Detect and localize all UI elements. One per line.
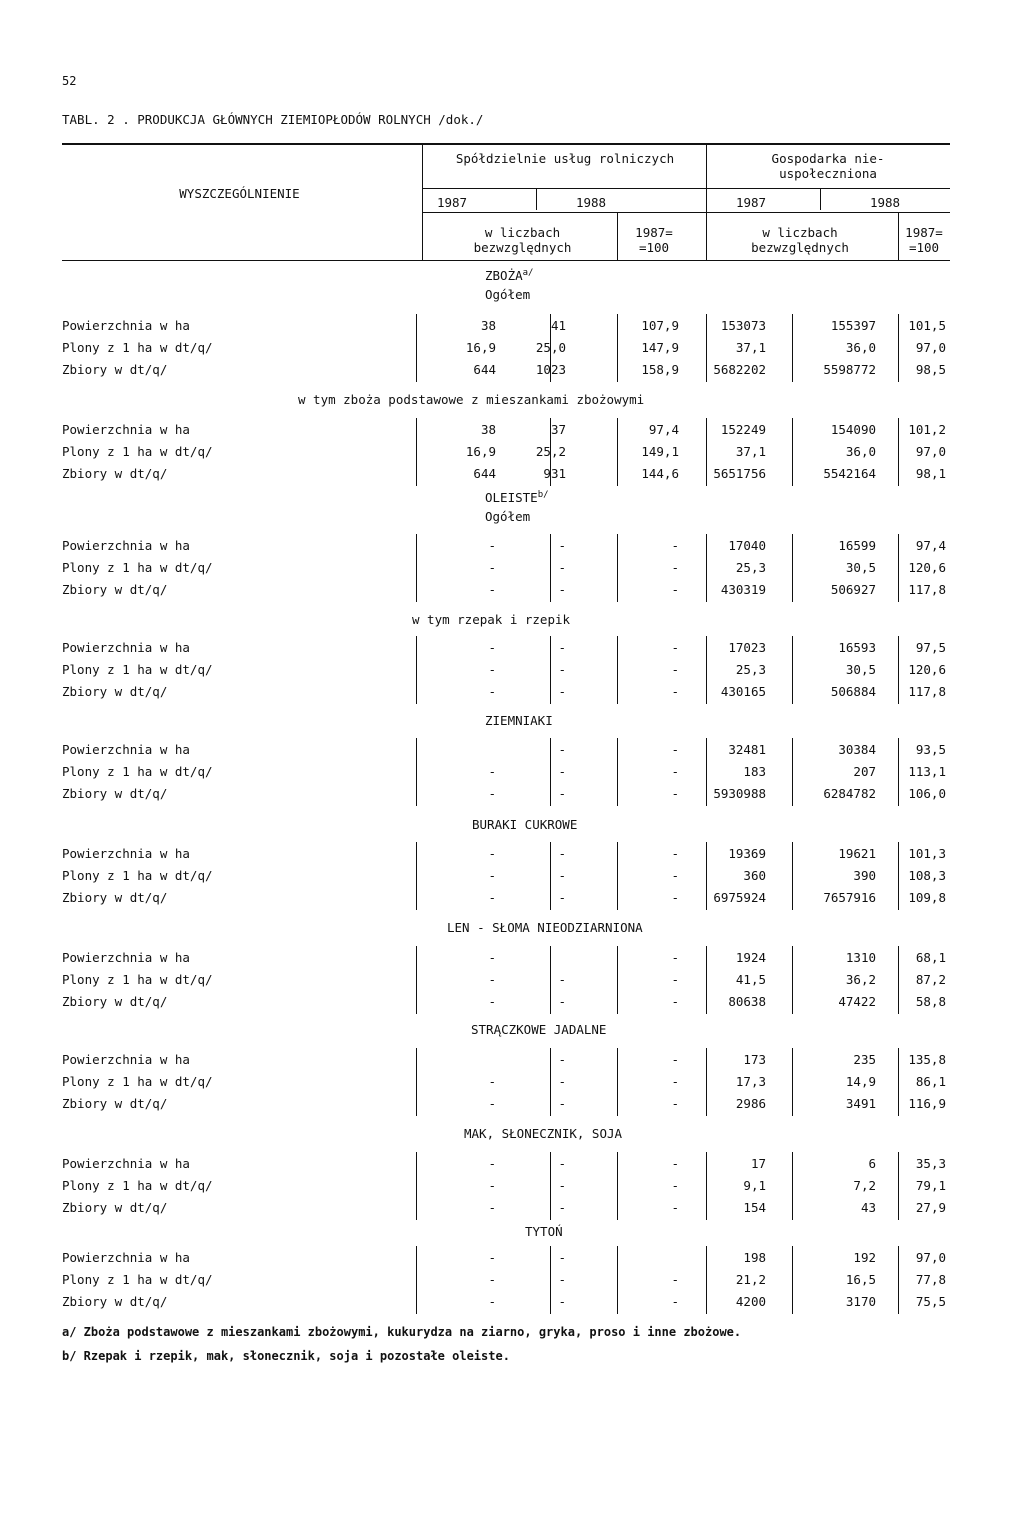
header-idx-divider-1 <box>617 212 618 260</box>
table-cell: 16,9 <box>465 340 496 355</box>
group2-heading: Gospodarka nie-uspołeczniona <box>771 151 885 181</box>
table-cell: - <box>558 1074 566 1089</box>
table-cell: 68,1 <box>915 950 946 965</box>
table-cell: - <box>671 1272 679 1287</box>
table-cell: 36,0 <box>845 444 876 459</box>
table-cell: 116,9 <box>908 1096 946 1111</box>
table-cell: 158,9 <box>641 362 679 377</box>
group1-heading: Spółdzielnie usług rolniczych <box>455 151 675 166</box>
table-cell: - <box>671 950 679 965</box>
section-title <box>525 1224 563 1239</box>
table-cell: 430319 <box>720 582 766 597</box>
table-cell: - <box>558 972 566 987</box>
table-cell: 101,5 <box>908 318 946 333</box>
table-cell: 30,5 <box>845 560 876 575</box>
table-cell: 5930988 <box>713 786 766 801</box>
table-cell: - <box>558 1178 566 1193</box>
table-cell: - <box>671 1200 679 1215</box>
table-cell: - <box>488 972 496 987</box>
table-cell: 16599 <box>838 538 876 553</box>
header-rule-3 <box>422 212 950 213</box>
table-cell: 6975924 <box>713 890 766 905</box>
table-cell: - <box>558 640 566 655</box>
year-1987-group2: 1987 <box>735 195 767 210</box>
table-cell: - <box>488 1272 496 1287</box>
table-cell: 36,0 <box>845 340 876 355</box>
table-cell: 98,1 <box>915 466 946 481</box>
table-cell: 5542164 <box>823 466 876 481</box>
table-cell: 154 <box>743 1200 766 1215</box>
table-cell: 106,0 <box>908 786 946 801</box>
table-cell: 147,9 <box>641 340 679 355</box>
section-title <box>485 490 549 524</box>
table-cell: 4200 <box>735 1294 766 1309</box>
table-cell: 17,3 <box>735 1074 766 1089</box>
table-cell: 98,5 <box>915 362 946 377</box>
section-title <box>447 920 643 935</box>
table-cell: 30384 <box>838 742 876 757</box>
row-label: Powierzchnia w ha <box>62 318 190 333</box>
table-cell: 19621 <box>838 846 876 861</box>
table-cell: 117,8 <box>908 684 946 699</box>
table-cell: 77,8 <box>915 1272 946 1287</box>
row-label: Powierzchnia w ha <box>62 422 190 437</box>
table-cell: 101,2 <box>908 422 946 437</box>
row-label: Zbiory w dt/q/ <box>62 1096 168 1111</box>
table-cell: - <box>488 1294 496 1309</box>
table-cell: 37 <box>550 422 566 437</box>
row-label: Powierzchnia w ha <box>62 846 190 861</box>
table-cell: - <box>558 1096 566 1111</box>
stub-heading: WYSZCZEGÓLNIENIE <box>179 186 300 201</box>
table-cell: - <box>488 994 496 1009</box>
table-cell: - <box>488 640 496 655</box>
table-cell: 360 <box>743 868 766 883</box>
section-title <box>471 1022 606 1037</box>
table-cell: 5651756 <box>713 466 766 481</box>
table-cell: 43 <box>860 1200 876 1215</box>
section-title <box>298 392 644 407</box>
table-cell: 16,9 <box>465 444 496 459</box>
table-cell: 109,8 <box>908 890 946 905</box>
section-title-text: LEN - SŁOMA NIEODZIARNIONA <box>447 920 643 935</box>
table-cell: - <box>671 994 679 1009</box>
table-cell: 430165 <box>720 684 766 699</box>
footnote-marker: a/ <box>522 268 534 278</box>
table-cell: - <box>671 1052 679 1067</box>
row-label: Plony z 1 ha w dt/q/ <box>62 1272 213 1287</box>
table-cell: 16,5 <box>845 1272 876 1287</box>
table-cell: - <box>671 1096 679 1111</box>
section-title-text: TYTOŃ <box>525 1224 563 1239</box>
table-cell: 120,6 <box>908 662 946 677</box>
section-title-text: OLEISTE <box>485 490 538 506</box>
table-cell: 644 <box>473 362 496 377</box>
row-label: Powierzchnia w ha <box>62 538 190 553</box>
year-1987-group1: 1987 <box>436 195 468 210</box>
table-cell: 120,6 <box>908 560 946 575</box>
table-cell: 6284782 <box>823 786 876 801</box>
table-cell: - <box>671 1294 679 1309</box>
row-label: Zbiory w dt/q/ <box>62 890 168 905</box>
table-cell: 38 <box>480 422 496 437</box>
year-1988-group2: 1988 <box>869 195 901 210</box>
table-cell: - <box>671 1178 679 1193</box>
table-cell: - <box>671 640 679 655</box>
section-title <box>485 268 533 302</box>
table-cell: - <box>488 1156 496 1171</box>
table-cell: 80638 <box>728 994 766 1009</box>
table-cell: 25,3 <box>735 560 766 575</box>
table-cell: 5598772 <box>823 362 876 377</box>
table-cell: - <box>488 1250 496 1265</box>
table-cell: 47422 <box>838 994 876 1009</box>
table-cell: - <box>558 742 566 757</box>
table-cell: 152249 <box>720 422 766 437</box>
row-label: Zbiory w dt/q/ <box>62 582 168 597</box>
header-top-rule <box>62 143 950 145</box>
table-cell: 21,2 <box>735 1272 766 1287</box>
table-cell: - <box>558 538 566 553</box>
table-cell: - <box>488 950 496 965</box>
table-cell: 58,8 <box>915 994 946 1009</box>
table-cell: - <box>558 994 566 1009</box>
table-cell: - <box>558 662 566 677</box>
table-cell: - <box>558 846 566 861</box>
table-cell: 87,2 <box>915 972 946 987</box>
abs-values-heading-1: w liczbach bezwzględnych <box>473 225 572 255</box>
row-label: Zbiory w dt/q/ <box>62 786 168 801</box>
table-cell: 75,5 <box>915 1294 946 1309</box>
table-cell: 644 <box>473 466 496 481</box>
table-cell: 25,3 <box>735 662 766 677</box>
table-cell: - <box>558 868 566 883</box>
table-cell: 97,4 <box>648 422 679 437</box>
table-cell: - <box>558 1052 566 1067</box>
table-cell: 107,9 <box>641 318 679 333</box>
row-label: Powierzchnia w ha <box>62 640 190 655</box>
table-cell: 390 <box>853 868 876 883</box>
table-cell: 183 <box>743 764 766 779</box>
row-label: Zbiory w dt/q/ <box>62 994 168 1009</box>
table-cell: 207 <box>853 764 876 779</box>
table-cell: - <box>558 764 566 779</box>
table-cell: - <box>558 1200 566 1215</box>
table-cell: 153073 <box>720 318 766 333</box>
table-cell: 38 <box>480 318 496 333</box>
row-label: Powierzchnia w ha <box>62 1156 190 1171</box>
table-cell: 7657916 <box>823 890 876 905</box>
table-cell: 173 <box>743 1052 766 1067</box>
row-label: Zbiory w dt/q/ <box>62 1200 168 1215</box>
row-label: Powierzchnia w ha <box>62 1052 190 1067</box>
table-cell: 17 <box>750 1156 766 1171</box>
table-cell: 79,1 <box>915 1178 946 1193</box>
row-label: Zbiory w dt/q/ <box>62 362 168 377</box>
section-title-text: ZBOŻA <box>485 268 523 284</box>
table-cell: 37,1 <box>735 444 766 459</box>
table-cell: - <box>671 868 679 883</box>
row-label: Powierzchnia w ha <box>62 1250 190 1265</box>
table-cell: 101,3 <box>908 846 946 861</box>
section-title <box>472 817 577 832</box>
table-cell: - <box>488 890 496 905</box>
table-cell: 9,1 <box>743 1178 766 1193</box>
table-cell: 3491 <box>845 1096 876 1111</box>
row-label: Plony z 1 ha w dt/q/ <box>62 560 213 575</box>
table-cell: - <box>671 1074 679 1089</box>
table-cell: - <box>671 846 679 861</box>
table-cell: - <box>558 1294 566 1309</box>
table-cell: 192 <box>853 1250 876 1265</box>
table-cell: - <box>671 582 679 597</box>
table-cell: - <box>488 560 496 575</box>
table-cell: 27,9 <box>915 1200 946 1215</box>
row-label: Plony z 1 ha w dt/q/ <box>62 1178 213 1193</box>
table-cell: 17023 <box>728 640 766 655</box>
table-cell: - <box>558 1272 566 1287</box>
table-cell: 16593 <box>838 640 876 655</box>
row-label: Zbiory w dt/q/ <box>62 1294 168 1309</box>
table-cell: 113,1 <box>908 764 946 779</box>
table-cell: - <box>671 786 679 801</box>
table-cell: - <box>558 684 566 699</box>
table-cell: 25,2 <box>535 444 566 459</box>
table-cell: 931 <box>543 466 566 481</box>
table-cell: - <box>671 1156 679 1171</box>
table-cell: 86,1 <box>915 1074 946 1089</box>
row-label: Plony z 1 ha w dt/q/ <box>62 340 213 355</box>
table-cell: 155397 <box>830 318 876 333</box>
table-cell: - <box>671 684 679 699</box>
table-cell: - <box>671 538 679 553</box>
row-label: Zbiory w dt/q/ <box>62 684 168 699</box>
table-cell: 108,3 <box>908 868 946 883</box>
table-cell: 14,9 <box>845 1074 876 1089</box>
table-cell: - <box>671 972 679 987</box>
table-cell: - <box>488 684 496 699</box>
table-cell: 1310 <box>845 950 876 965</box>
row-label: Plony z 1 ha w dt/q/ <box>62 868 213 883</box>
table-cell: - <box>488 786 496 801</box>
section-title <box>412 612 570 627</box>
table-cell: 25,0 <box>535 340 566 355</box>
table-cell: 93,5 <box>915 742 946 757</box>
table-cell: 7,2 <box>853 1178 876 1193</box>
table-cell: - <box>488 582 496 597</box>
table-cell: - <box>671 662 679 677</box>
table-cell: - <box>558 560 566 575</box>
section-title-text: BURAKI CUKROWE <box>472 817 578 832</box>
table-cell: 149,1 <box>641 444 679 459</box>
table-cell: - <box>488 1074 496 1089</box>
section-subtitle: Ogółem <box>485 509 531 525</box>
abs-values-heading-2: w liczbach bezwzględnych <box>751 225 849 255</box>
header-bottom-rule <box>62 260 950 261</box>
section-title-text: w tym rzepak i rzepik <box>412 612 571 627</box>
index-heading-2: 1987= =100 <box>905 225 943 255</box>
table-cell: 506884 <box>830 684 876 699</box>
table-cell: 3170 <box>845 1294 876 1309</box>
header-rule-2 <box>422 188 950 189</box>
row-label: Powierzchnia w ha <box>62 742 190 757</box>
table-cell: - <box>488 764 496 779</box>
table-cell: 97,5 <box>915 640 946 655</box>
table-cell: - <box>488 662 496 677</box>
table-cell: 97,0 <box>915 444 946 459</box>
table-title: TABL. 2 . PRODUKCJA GŁÓWNYCH ZIEMIOPŁODÓW ROLNYCH /dok./ <box>62 112 484 127</box>
table-cell: - <box>488 1096 496 1111</box>
table-cell: 19369 <box>728 846 766 861</box>
table-cell: 37,1 <box>735 340 766 355</box>
table-cell: 235 <box>853 1052 876 1067</box>
table-cell: 5682202 <box>713 362 766 377</box>
row-label: Plony z 1 ha w dt/q/ <box>62 662 213 677</box>
year-1988-group1: 1988 <box>575 195 607 210</box>
table-cell: 32481 <box>728 742 766 757</box>
table-cell: 35,3 <box>915 1156 946 1171</box>
table-cell: 117,8 <box>908 582 946 597</box>
table-cell: 6 <box>868 1156 876 1171</box>
table-cell: 2986 <box>735 1096 766 1111</box>
section-title-text: MAK, SŁONECZNIK, SOJA <box>464 1126 623 1141</box>
footnote-b: b/ Rzepak i rzepik, mak, słonecznik, soja i pozostałe oleiste. <box>62 1349 510 1363</box>
table-cell: 1924 <box>735 950 766 965</box>
table-cell: 97,0 <box>915 340 946 355</box>
table-cell: 36,2 <box>845 972 876 987</box>
section-title-text: STRĄCZKOWE JADALNE <box>471 1022 607 1037</box>
footnote-a: a/ Zboża podstawowe z mieszankami zbożowymi, kukurydza na ziarno, gryka, proso i inne zbożowe. <box>62 1325 742 1339</box>
table-cell: - <box>671 890 679 905</box>
section-subtitle: Ogółem <box>485 287 531 303</box>
section-title <box>464 1126 622 1141</box>
table-cell: 506927 <box>830 582 876 597</box>
section-title-text: ZIEMNIAKI <box>485 713 553 728</box>
table-cell: 41,5 <box>735 972 766 987</box>
row-label: Plony z 1 ha w dt/q/ <box>62 972 213 987</box>
row-label: Powierzchnia w ha <box>62 950 190 965</box>
table-cell: 135,8 <box>908 1052 946 1067</box>
table-cell: - <box>558 1156 566 1171</box>
row-label: Plony z 1 ha w dt/q/ <box>62 1074 213 1089</box>
table-cell: 30,5 <box>845 662 876 677</box>
table-cell: - <box>558 890 566 905</box>
table-cell: 198 <box>743 1250 766 1265</box>
section-title-text: w tym zboża podstawowe z mieszankami zbożowymi <box>298 392 645 407</box>
table-cell: 41 <box>550 318 566 333</box>
table-cell: 97,0 <box>915 1250 946 1265</box>
index-heading-1: 1987= =100 <box>635 225 673 255</box>
row-label: Zbiory w dt/q/ <box>62 466 168 481</box>
section-title <box>485 713 553 728</box>
table-cell: - <box>488 1200 496 1215</box>
table-cell: - <box>558 786 566 801</box>
table-cell: 1023 <box>535 362 566 377</box>
row-label: Plony z 1 ha w dt/q/ <box>62 764 213 779</box>
table-cell: - <box>558 1250 566 1265</box>
row-label: Plony z 1 ha w dt/q/ <box>62 444 213 459</box>
table-cell: 97,4 <box>915 538 946 553</box>
footnote-marker: b/ <box>537 490 549 500</box>
table-cell: - <box>488 846 496 861</box>
table-cell: - <box>671 742 679 757</box>
table-cell: - <box>671 764 679 779</box>
table-cell: 144,6 <box>641 466 679 481</box>
table-cell: - <box>488 538 496 553</box>
table-cell: - <box>488 868 496 883</box>
table-cell: - <box>488 1178 496 1193</box>
table-cell: - <box>558 582 566 597</box>
page-number: 52 <box>62 74 77 88</box>
table-cell: - <box>671 560 679 575</box>
table-cell: 17040 <box>728 538 766 553</box>
table-cell: 154090 <box>830 422 876 437</box>
